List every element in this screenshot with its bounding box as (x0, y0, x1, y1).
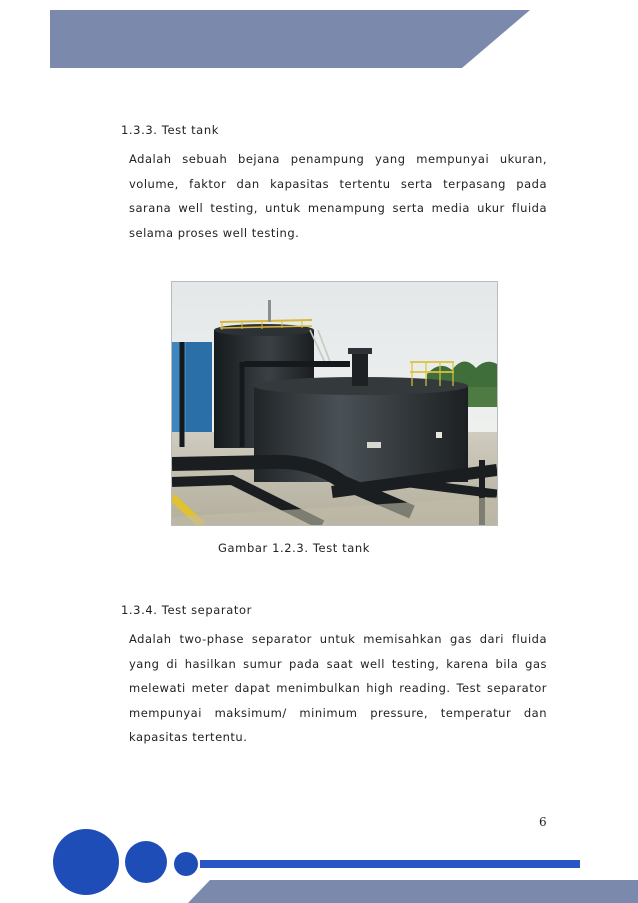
page-number: 6 (539, 815, 547, 829)
footer-decoration (0, 820, 638, 903)
large-circle-icon (53, 829, 119, 895)
paragraph-test-separator: Adalah two-phase separator untuk memisahkan gas dari fluida yang di hasilkan sumur pada saat well testing, karena bila gas melewati meter dapat menimbulkan high reading. Test separator mempunyai maksimum/ minimum pressure, temperatur dan kapasitas tertentu. (129, 632, 547, 745)
test-tank-photo-icon (171, 281, 498, 526)
figure-caption: Gambar 1.2.3. Test tank (218, 541, 371, 555)
medium-circle-icon (125, 841, 167, 883)
paragraph-test-tank: Adalah sebuah bejana penampung yang mempunyai ukuran, volume, faktor dan kapasitas tertentu serta terpasang pada sarana well testing, untuk menampung serta media ukur fluida selama proses well testing. (129, 152, 547, 240)
section-heading-test-separator: 1.3.4. Test separator (121, 603, 252, 617)
small-circle-icon (174, 852, 198, 876)
section-heading-test-tank: 1.3.3. Test tank (121, 123, 219, 137)
header-band (0, 0, 638, 75)
